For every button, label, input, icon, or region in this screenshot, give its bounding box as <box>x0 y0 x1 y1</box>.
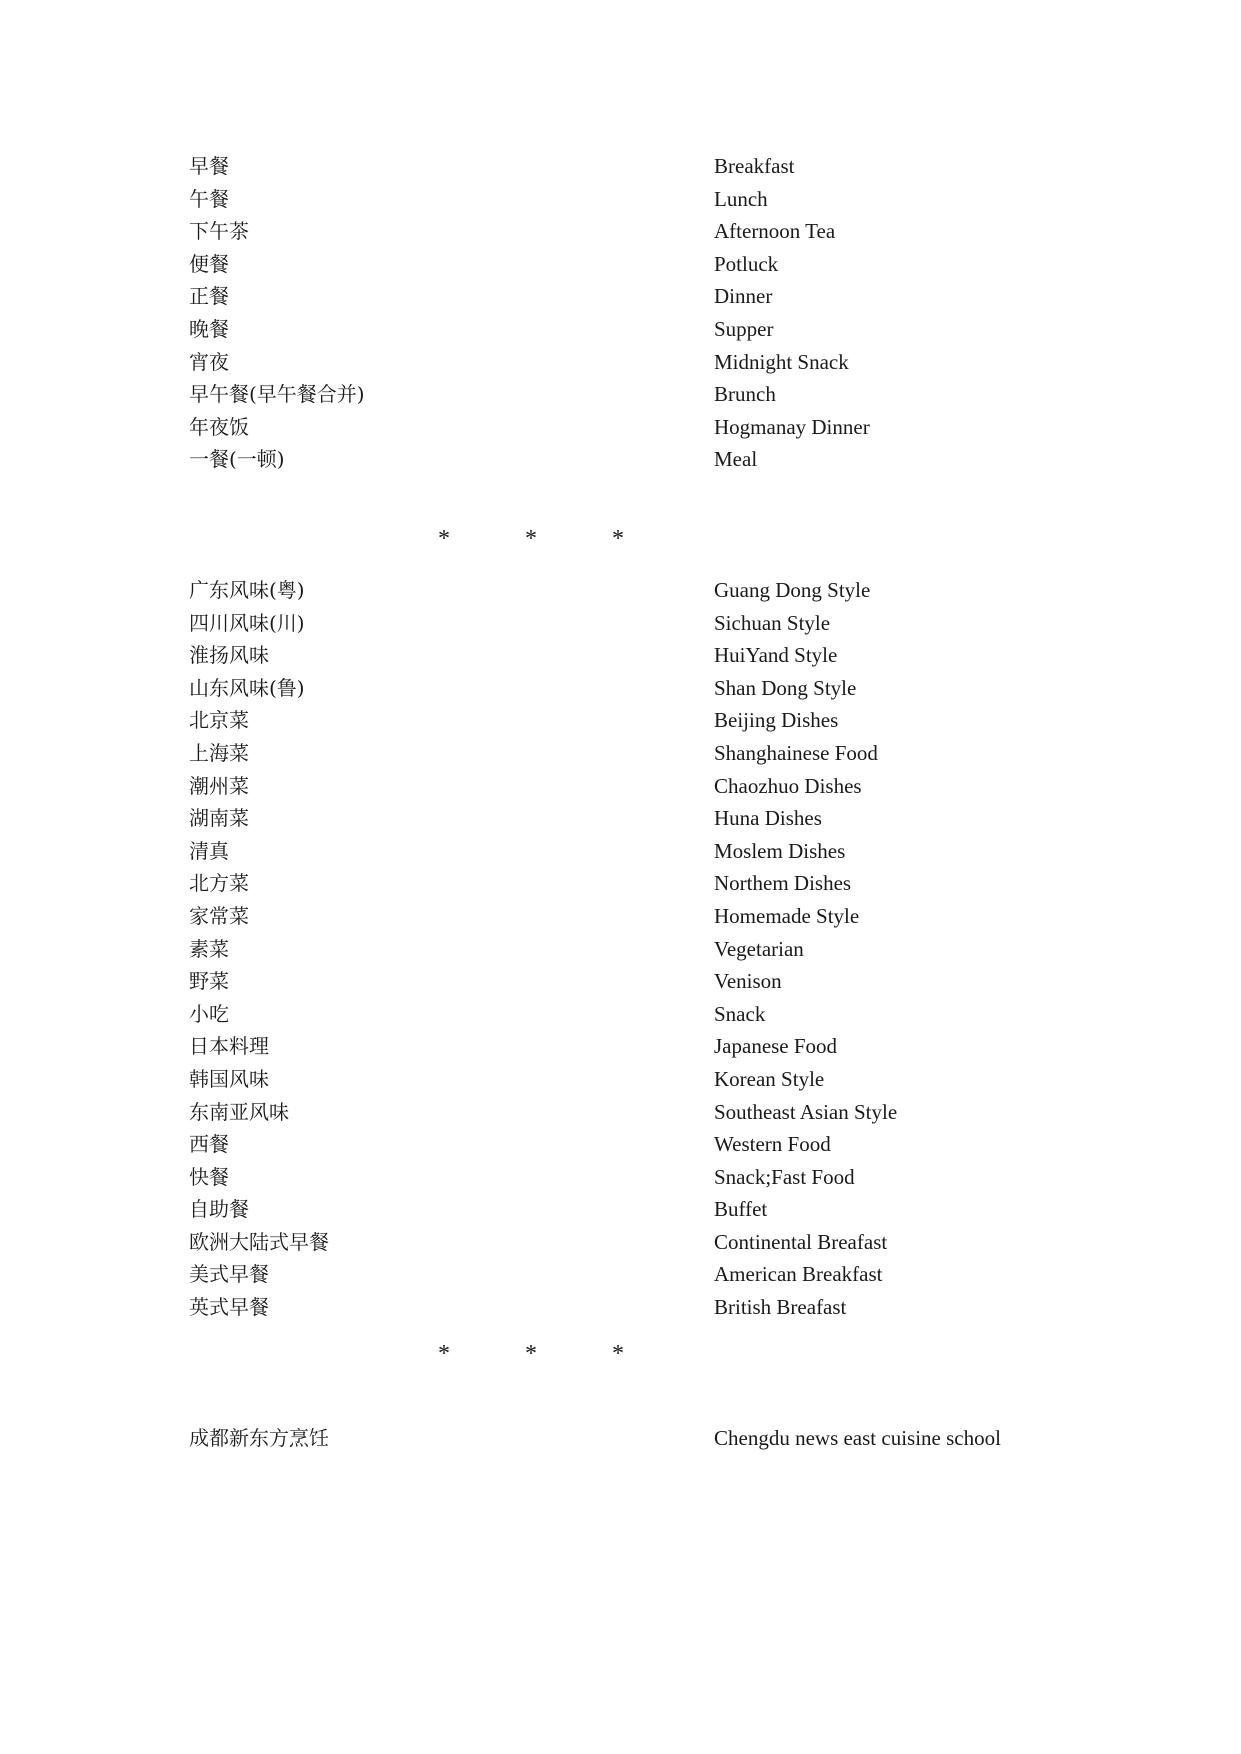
glossary-row <box>189 770 1089 803</box>
chinese-term: 潮州菜 <box>189 773 249 798</box>
chinese-term: 野菜 <box>189 969 229 994</box>
glossary-row <box>189 802 1089 835</box>
separator-asterisk: * <box>525 526 537 552</box>
english-term: Hogmanay Dinner <box>714 414 870 439</box>
glossary-row <box>189 867 1089 900</box>
english-term: Dinner <box>714 284 773 309</box>
english-term: Korean Style <box>714 1066 825 1091</box>
chinese-term: 快餐 <box>189 1164 229 1189</box>
glossary-row <box>189 574 1089 607</box>
english-term: Chengdu news east cuisine school <box>714 1426 1001 1450</box>
chinese-term: 成都新东方烹饪 <box>189 1426 329 1450</box>
english-term: Southeast Asian Style <box>714 1099 898 1124</box>
glossary-row <box>189 248 1089 281</box>
glossary-row <box>189 443 1089 476</box>
english-term: Brunch <box>714 382 776 407</box>
chinese-term: 早餐 <box>189 154 229 178</box>
english-term: British Breafast <box>714 1295 847 1320</box>
glossary-row <box>189 1096 1089 1129</box>
glossary-row <box>189 1161 1089 1194</box>
english-term: Continental Breafast <box>714 1229 888 1254</box>
chinese-term: 北京菜 <box>189 708 249 733</box>
glossary-row <box>189 672 1089 705</box>
english-term: Snack <box>714 1001 766 1026</box>
school-credit <box>189 1422 1089 1455</box>
chinese-term: 清真 <box>189 838 229 863</box>
glossary-row <box>189 313 1089 346</box>
chinese-term: 东南亚风味 <box>189 1099 289 1124</box>
english-term: Northem Dishes <box>714 871 852 896</box>
separator-asterisk: * <box>612 1341 624 1367</box>
english-term: Shan Dong Style <box>714 675 857 700</box>
english-term: Potluck <box>714 251 779 276</box>
separator-asterisk: * <box>525 1341 537 1367</box>
chinese-term: 下午茶 <box>189 219 249 244</box>
chinese-term: 午餐 <box>189 186 229 211</box>
chinese-term: 素菜 <box>189 936 229 961</box>
glossary-row <box>189 1128 1089 1161</box>
english-term: Snack;Fast Food <box>714 1164 855 1189</box>
separator-asterisk: * <box>612 526 624 552</box>
glossary-row <box>189 1291 1089 1324</box>
chinese-term: 欧洲大陆式早餐 <box>189 1229 329 1254</box>
english-term: Huna Dishes <box>714 806 822 831</box>
english-term: Homemade Style <box>714 903 860 928</box>
glossary-row <box>189 998 1089 1031</box>
glossary-row <box>189 737 1089 770</box>
chinese-term: 美式早餐 <box>189 1262 269 1287</box>
chinese-term: 日本料理 <box>189 1034 269 1059</box>
chinese-term: 自助餐 <box>189 1197 249 1222</box>
chinese-term: 晚餐 <box>189 316 229 341</box>
section-separator <box>0 526 1241 556</box>
glossary-row <box>189 607 1089 640</box>
english-term: American Breakfast <box>714 1262 883 1287</box>
glossary-row <box>189 933 1089 966</box>
english-term: Breakfast <box>714 154 795 178</box>
glossary-row <box>189 411 1089 444</box>
section-separator <box>0 1341 1241 1371</box>
cuisines-glossary <box>189 574 1089 1324</box>
glossary-row <box>189 1063 1089 1096</box>
separator-asterisk: * <box>438 526 450 552</box>
chinese-term: 湖南菜 <box>189 806 249 831</box>
chinese-term: 广东风味(粤) <box>189 578 305 602</box>
english-term: Moslem Dishes <box>714 838 846 863</box>
chinese-term: 上海菜 <box>189 740 249 765</box>
glossary-row <box>189 150 1089 183</box>
glossary-row <box>189 965 1089 998</box>
english-term: Afternoon Tea <box>714 219 836 244</box>
chinese-term: 淮扬风味 <box>189 643 269 668</box>
glossary-row <box>189 704 1089 737</box>
glossary-row <box>189 900 1089 933</box>
glossary-row <box>189 1258 1089 1291</box>
chinese-term: 宵夜 <box>189 349 229 374</box>
chinese-term: 便餐 <box>189 251 229 276</box>
english-term: Shanghainese Food <box>714 740 878 765</box>
chinese-term: 正餐 <box>189 284 229 309</box>
chinese-term: 小吃 <box>189 1001 229 1026</box>
english-term: Meal <box>714 447 758 472</box>
glossary-row <box>189 183 1089 216</box>
glossary-row <box>189 1030 1089 1063</box>
separator-asterisk: * <box>438 1341 450 1367</box>
english-term: Buffet <box>714 1197 768 1222</box>
chinese-term: 韩国风味 <box>189 1066 269 1091</box>
english-term: Midnight Snack <box>714 349 849 374</box>
english-term: Vegetarian <box>714 936 804 961</box>
chinese-term: 英式早餐 <box>189 1295 269 1320</box>
english-term: Venison <box>714 969 782 994</box>
english-term: HuiYand Style <box>714 643 838 668</box>
glossary-row <box>189 215 1089 248</box>
meals-glossary <box>189 150 1089 476</box>
english-term: Supper <box>714 316 774 341</box>
chinese-term: 一餐(一顿) <box>189 447 285 472</box>
english-term: Beijing Dishes <box>714 708 839 733</box>
english-term: Western Food <box>714 1132 831 1157</box>
english-term: Guang Dong Style <box>714 578 871 602</box>
chinese-term: 山东风味(鲁) <box>189 675 305 700</box>
english-term: Sichuan Style <box>714 610 831 635</box>
glossary-row <box>189 280 1089 313</box>
english-term: Chaozhuo Dishes <box>714 773 862 798</box>
glossary-row <box>189 1193 1089 1226</box>
chinese-term: 西餐 <box>189 1132 229 1157</box>
glossary-row <box>189 1226 1089 1259</box>
english-term: Japanese Food <box>714 1034 838 1059</box>
glossary-row <box>189 639 1089 672</box>
chinese-term: 四川风味(川) <box>189 610 305 635</box>
chinese-term: 年夜饭 <box>189 414 249 439</box>
chinese-term: 家常菜 <box>189 903 249 928</box>
english-term: Lunch <box>714 186 768 211</box>
glossary-row <box>189 346 1089 379</box>
glossary-row <box>189 835 1089 868</box>
chinese-term: 北方菜 <box>189 871 249 896</box>
glossary-row <box>189 1422 1089 1455</box>
chinese-term: 早午餐(早午餐合并) <box>189 382 365 407</box>
glossary-row <box>189 378 1089 411</box>
